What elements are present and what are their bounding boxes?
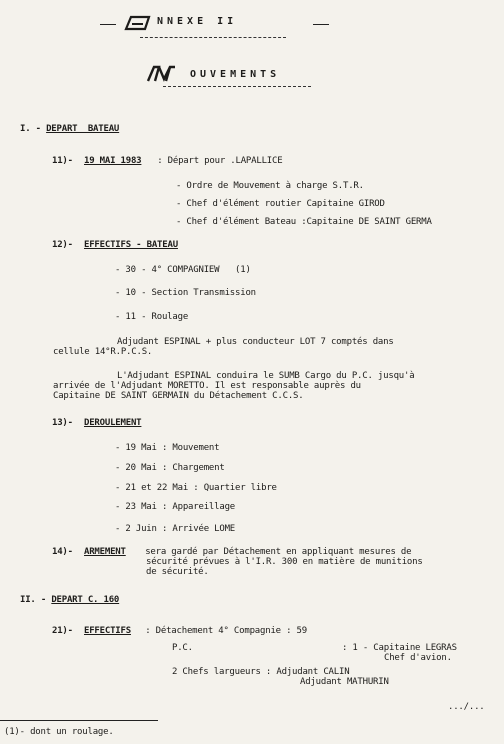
item-14-line: de sécurité. — [146, 567, 209, 577]
item-14-title: ARMEMENT — [84, 547, 126, 557]
item-13-line: - 23 Mai : Appareillage — [115, 502, 236, 512]
item-21-title: EFFECTIFS — [84, 626, 131, 636]
annexe-underline — [140, 37, 286, 38]
item-12-line: - 30 - 4° COMPAGNIEW (1) — [115, 265, 251, 275]
section-2-roman: II. - — [20, 595, 52, 605]
item-14-line: sera gardé par Détachement en appliquant mesures de — [140, 547, 412, 557]
continued-marker: .../... — [448, 702, 485, 712]
item-13-line: - 19 Mai : Mouvement — [115, 443, 220, 453]
item-21-number: 21)- — [52, 626, 73, 636]
item-12-para2-line: arrivée de l'Adjudant MORETTO. Il est responsable auprès du — [53, 381, 361, 391]
mouvements-underline — [163, 86, 311, 87]
item-21-pc-value2: Chef d'avion. — [384, 653, 452, 663]
section-1-heading: DEPART BATEAU — [46, 124, 120, 134]
item-13-line: - 2 Juin : Arrivée LOME — [115, 524, 236, 534]
item-14-line: sécurité prévues à l'I.R. 300 en matière de munitions — [146, 557, 423, 567]
item-21-text: : Détachement 4° Compagnie : 59 — [140, 626, 307, 636]
item-11-text: : Départ pour .LAPALLICE — [152, 156, 283, 166]
item-12-para2-line: Capitaine DE SAINT GERMAIN du Détachement C.C.S. — [53, 391, 304, 401]
item-14-number: 14)- — [52, 547, 73, 557]
item-13-title: DEROULEMENT — [84, 418, 142, 428]
item-13-number: 13)- — [52, 418, 73, 428]
item-13-line: - 20 Mai : Chargement — [115, 463, 225, 473]
item-11-number: 11)- — [52, 156, 73, 166]
item-11-date: 19 MAI 1983 — [84, 156, 142, 166]
item-12-line: - 11 - Roulage — [115, 312, 189, 322]
item-21-chefs: 2 Chefs largueurs : Adjudant CALIN — [172, 667, 350, 677]
mouvements-letter-m-logo — [145, 65, 185, 83]
item-12-para1-line: cellule 14°R.P.C.S. — [53, 347, 153, 357]
footnote: (1)- dont un roulage. — [4, 727, 114, 737]
item-12-title: EFFECTIFS - BATEAU — [84, 240, 178, 250]
annexe-title: NNEXE II — [157, 16, 238, 27]
mouvements-title: OUVEMENTS — [190, 69, 281, 80]
item-12-line: - 10 - Section Transmission — [115, 288, 256, 298]
item-13-line: - 21 et 22 Mai : Quartier libre — [115, 483, 277, 493]
section-1-roman: I. - — [20, 124, 47, 134]
item-12-number: 12)- — [52, 240, 73, 250]
item-11-line: - Chef d'élément Bateau :Capitaine DE SAINT GERMA — [176, 217, 432, 227]
footnote-rule — [0, 720, 158, 721]
item-11-line: - Chef d'élément routier Capitaine GIROD — [176, 199, 385, 209]
section-2-title — [20, 595, 119, 605]
item-21-pc-value: : 1 - Capitaine LEGRAS — [342, 643, 457, 653]
annexe-letter-a-logo — [123, 15, 153, 31]
item-11-line: - Ordre de Mouvement à charge S.T.R. — [176, 181, 364, 191]
item-12-para1-line: Adjudant ESPINAL + plus conducteur LOT 7 comptés dans — [117, 337, 394, 347]
header-dash-right — [313, 24, 329, 25]
item-21-chefs2: Adjudant MATHURIN — [300, 677, 389, 687]
item-12-para2-line: L'Adjudant ESPINAL conduira le SUMB Cargo du P.C. jusqu'à — [117, 371, 415, 381]
section-2-heading: DEPART C. 160 — [51, 595, 120, 605]
header-dash-left — [100, 24, 116, 25]
item-21-pc: P.C. — [172, 643, 193, 653]
section-1-title — [20, 124, 119, 134]
